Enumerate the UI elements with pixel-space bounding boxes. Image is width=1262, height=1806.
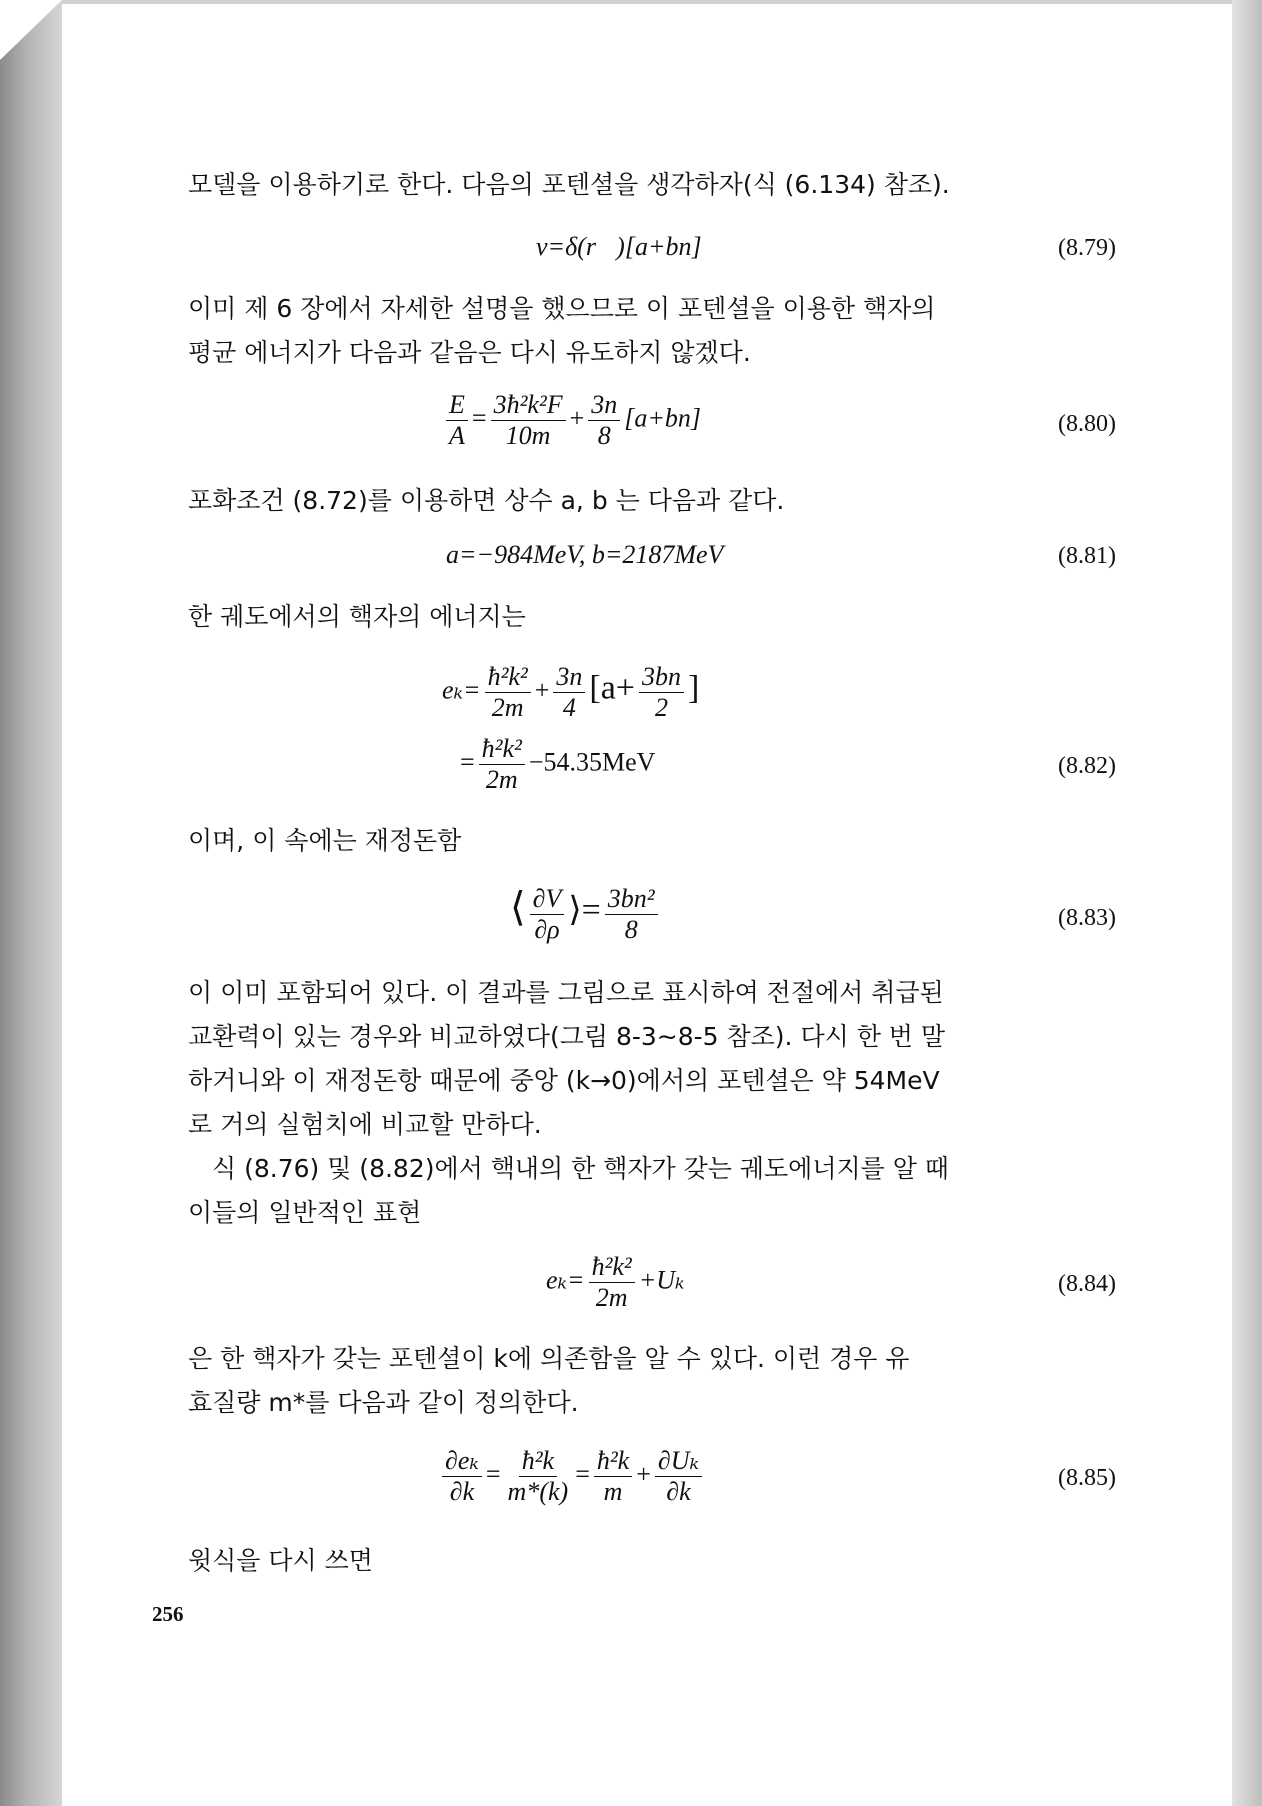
equation-number-8-82: (8.82) [1058,753,1116,779]
text-line-5: 한 궤도에서의 핵자의 에너지는 [188,602,526,631]
equation-8-80: $\frac{E}{A}$ = $\frac{\text{3ħ²k²F}}{10m}$ + $\frac{3n}{8}$ [a+bn] [442,392,701,449]
equation-8-82-line-2: = $\frac{\text{ħ²k²}}{2m}$ −54.35MeV [460,734,656,794]
text-line-8: 교환력이 있는 경우와 비교하였다(그림 8-3∼8-5 참조). 다시 한 번 말 [188,1022,946,1051]
book-spine-left [0,0,62,1806]
text-line-13: 은 한 핵자가 갖는 포텐셜이 k에 의존함을 알 수 있다. 이런 경우 유 [188,1344,910,1373]
text-line-10: 로 거의 실험치에 비교할 만하다. [188,1110,542,1139]
text-line-14: 효질량 m*를 다음과 같이 정의한다. [188,1388,579,1417]
equation-8-83: ⟨ $\frac{\partial V}{\partial\rho}$ ⟩= $\frac{\text{3bn²}}{8}$ [510,886,662,943]
equation-number-8-83: (8.83) [1058,905,1116,931]
text-line-9: 하거니와 이 재정돈항 때문에 중앙 (k→0)에서의 포텐셜은 약 54MeV [188,1066,940,1095]
equation-number-8-85: (8.85) [1058,1465,1116,1491]
equation-8-79: v=δ(r⃗)[a+bn] [536,232,702,261]
page-number: 256 [152,1602,184,1626]
text-line-3: 평균 에너지가 다음과 같음은 다시 유도하지 않겠다. [188,338,751,367]
equation-8-85: $\frac{\text{∂eₖ}}{\partial k}$ = $\frac{\text{ħ²k}}{m*(k)}$ = $\frac{\text{ħ²k}}{m}$ + $\frac{\text{∂Uₖ}}{\partial k}$ [438,1448,706,1505]
text-line-15: 윗식을 다시 쓰면 [188,1546,373,1575]
equation-number-8-79: (8.79) [1058,235,1116,261]
text-line-2: 이미 제 6 장에서 자세한 설명을 했으므로 이 포텐셜을 이용한 핵자의 [188,294,936,323]
equation-number-8-84: (8.84) [1058,1271,1116,1297]
book-corner [0,0,62,60]
text-line-6: 이며, 이 속에는 재정돈함 [188,826,462,855]
book-page [62,0,1232,1806]
text-line-7: 이 이미 포함되어 있다. 이 결과를 그림으로 표시하여 전절에서 취급된 [188,978,944,1007]
equation-number-8-80: (8.80) [1058,411,1116,437]
equation-8-82-line-1: eₖ= $\frac{\text{ħ²k²}}{2m}$ + $\frac{3n}{4}$ [a+ $\frac{3bn}{2}$ ] [442,662,700,722]
book-page-edge-right [1232,0,1262,1806]
text-line-11: 식 (8.76) 및 (8.82)에서 핵내의 한 핵자가 갖는 궤도에너지를 알 때 [212,1154,949,1183]
text-line-12: 이들의 일반적인 표현 [188,1198,422,1227]
text-line-1: 모델을 이용하기로 한다. 다음의 포텐셜을 생각하자(식 (6.134) 참조). [188,170,950,199]
equation-8-84: eₖ= $\frac{\text{ħ²k²}}{2m}$ +Uₖ [546,1252,685,1312]
text-line-4: 포화조건 (8.72)를 이용하면 상수 a, b 는 다음과 같다. [188,486,785,515]
equation-8-81: a=−984MeV, b=2187MeV [446,540,724,569]
equation-number-8-81: (8.81) [1058,543,1116,569]
